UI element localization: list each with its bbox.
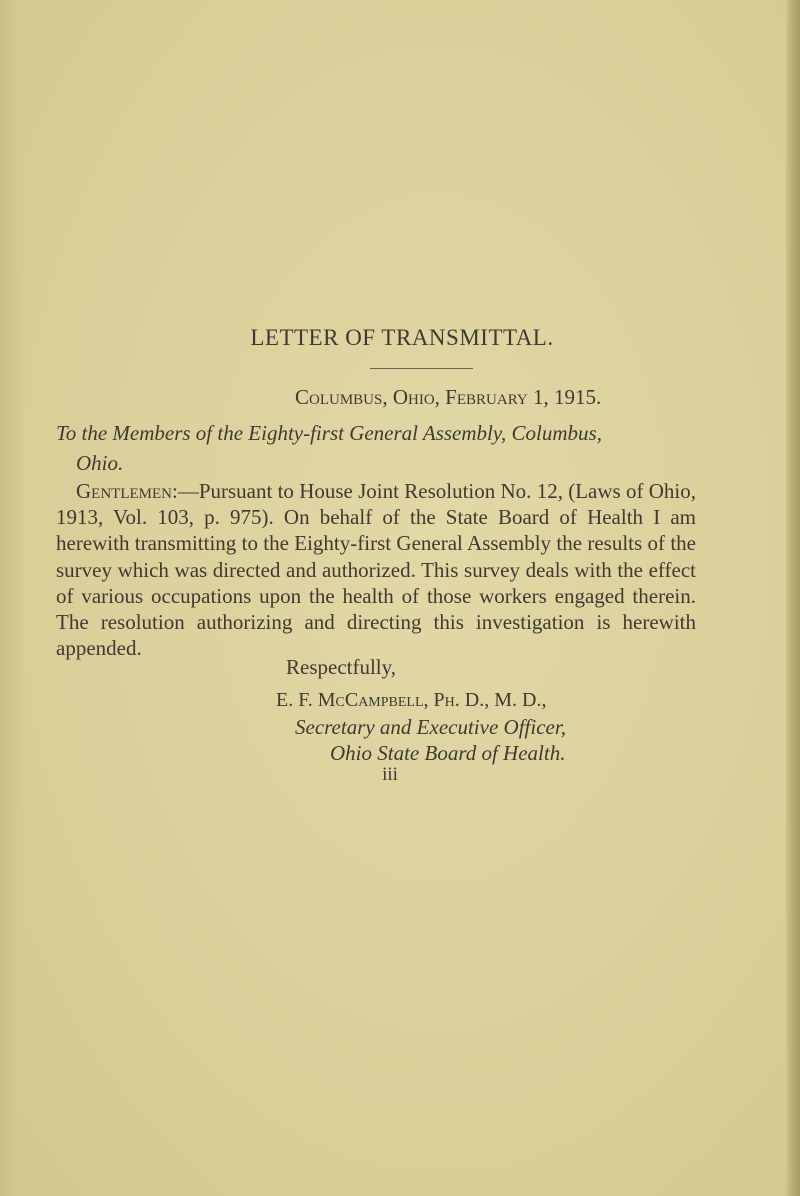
dateline: Columbus, Ohio, February 1, 1915. — [295, 385, 602, 409]
closing: Respectfully, — [286, 655, 397, 679]
signer-role-line-2: Ohio State Board of Health. — [330, 741, 566, 765]
addressee-line-2: Ohio. — [76, 451, 124, 475]
title-rule — [370, 368, 473, 369]
letter-title: LETTER OF TRANSMITTAL. — [250, 325, 554, 350]
salutation: Gentlemen — [76, 479, 172, 503]
addressee-line-1: To the Members of the Eighty-first General Assembly, Columbus, — [56, 421, 602, 445]
page-number: iii — [382, 764, 398, 785]
addressee — [56, 418, 696, 478]
page-right-edge — [786, 0, 800, 1196]
signer-name: E. F. McCampbell, Ph. D., M. D., — [276, 689, 547, 711]
signer-role-line-1: Secretary and Executive Officer, — [295, 715, 566, 739]
letter-body — [56, 478, 696, 661]
page-left-edge — [0, 0, 26, 1196]
body-text: :—Pursuant to House Joint Resolution No. 12, (Laws of Ohio, 1913, Vol. 103, p. 975). On behalf of the State Board of Health I am herewith transmitting to the Eighty-first General Assembly the results of the survey which was directed and authorized. This survey deals with the effect of various occupations upon the health of those workers engaged therein. The resolution authorizing and directing this investigation is herewith appended. — [56, 479, 696, 661]
